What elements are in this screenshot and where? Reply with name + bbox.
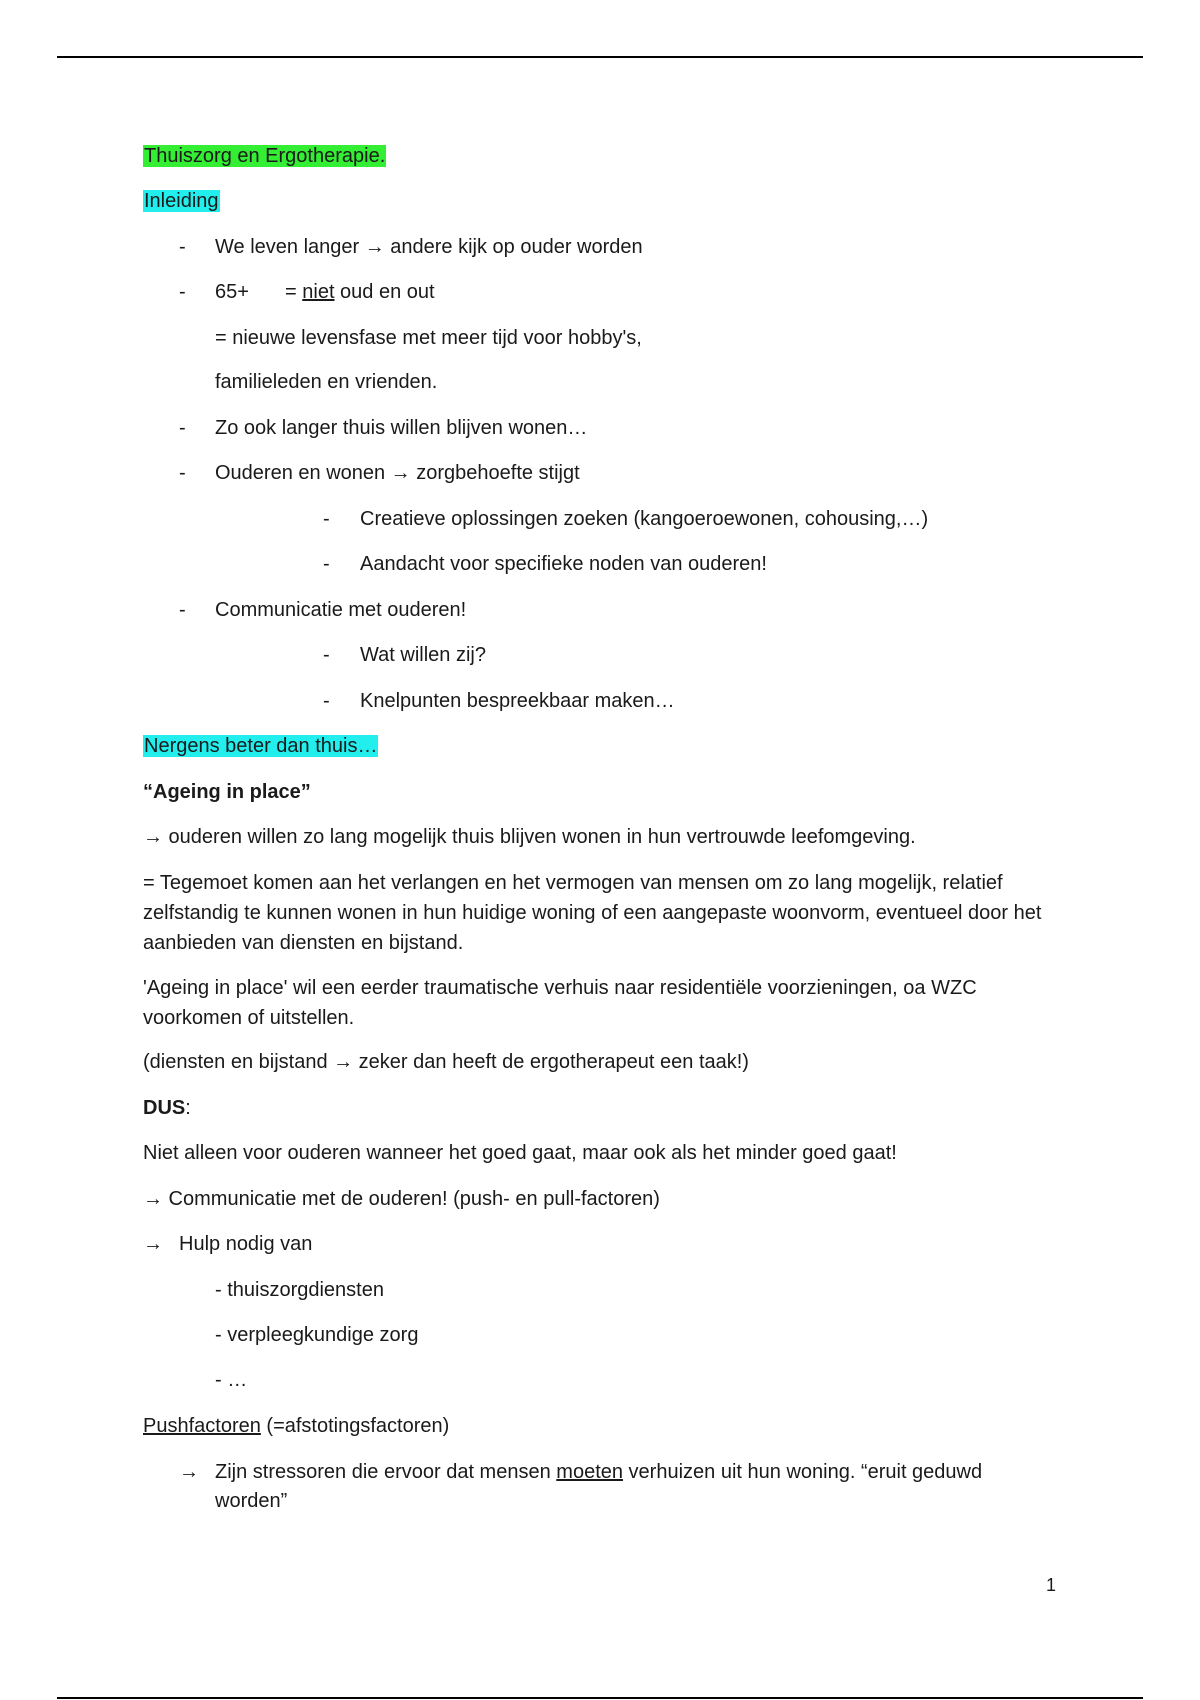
list-item-continuation: = nieuwe levensfase met meer tijd voor hobby's, <box>215 327 642 349</box>
section-heading-inleiding: Inleiding <box>144 190 219 212</box>
bullet-dash: - <box>179 236 186 258</box>
paragraph: (diensten en bijstand → zeker dan heeft de ergotherapeut een taak!) <box>143 1051 749 1073</box>
subheading-ageing-in-place: “Ageing in place” <box>143 781 311 803</box>
bullet-dash: - <box>323 553 330 575</box>
list-item: - thuiszorgdiensten <box>215 1279 384 1301</box>
arrow-icon: → <box>143 1233 163 1255</box>
list-item: - … <box>215 1369 248 1391</box>
bullet-dash: - <box>179 599 186 621</box>
document-title <box>143 142 386 170</box>
pushfactoren-description-continuation: worden” <box>215 1490 288 1512</box>
title-highlight: Thuiszorg en Ergotherapie. <box>144 145 386 167</box>
bullet-dash: - <box>179 417 186 439</box>
bullet-dash: - <box>179 462 186 484</box>
dus-label: DUS: <box>143 1097 191 1119</box>
definition-text: = niet oud en out <box>285 281 435 303</box>
page-number: 1 <box>1046 1575 1057 1595</box>
header-rule <box>57 56 1143 58</box>
paragraph: Niet alleen voor ouderen wanneer het goed gaat, maar ook als het minder goed gaat! <box>143 1142 897 1164</box>
footer-rule <box>57 1697 1143 1699</box>
section-heading-nergens: Nergens beter dan thuis… <box>144 735 378 757</box>
bullet-dash: - <box>323 508 330 530</box>
paragraph: → Communicatie met de ouderen! (push- en pull-factoren) <box>143 1188 660 1210</box>
bullet-dash: - <box>323 690 330 712</box>
bullet-dash: - <box>179 281 186 303</box>
paragraph: 'Ageing in place' wil een eerder traumatische verhuis naar residentiële voorzieningen, oa WZC voorkomen of uitstellen. <box>143 977 977 1029</box>
paragraph: → ouderen willen zo lang mogelijk thuis blijven wonen in hun vertrouwde leefomgeving. <box>143 826 916 848</box>
list-item: - verpleegkundige zorg <box>215 1324 419 1346</box>
section-heading-pushfactoren: Pushfactoren (=afstotingsfactoren) <box>143 1415 450 1437</box>
arrow-icon: → <box>179 1461 199 1483</box>
bullet-dash: - <box>323 644 330 666</box>
paragraph: = Tegemoet komen aan het verlangen en het vermogen van mensen om zo lang mogelijk, relatief zelfstandig te kunnen wonen in hun huidige woning of een aangepaste woonvorm, eventueel door het aanbieden van diensten en bijstand. <box>143 872 1042 954</box>
list-item-continuation: familieleden en vrienden. <box>215 371 438 393</box>
